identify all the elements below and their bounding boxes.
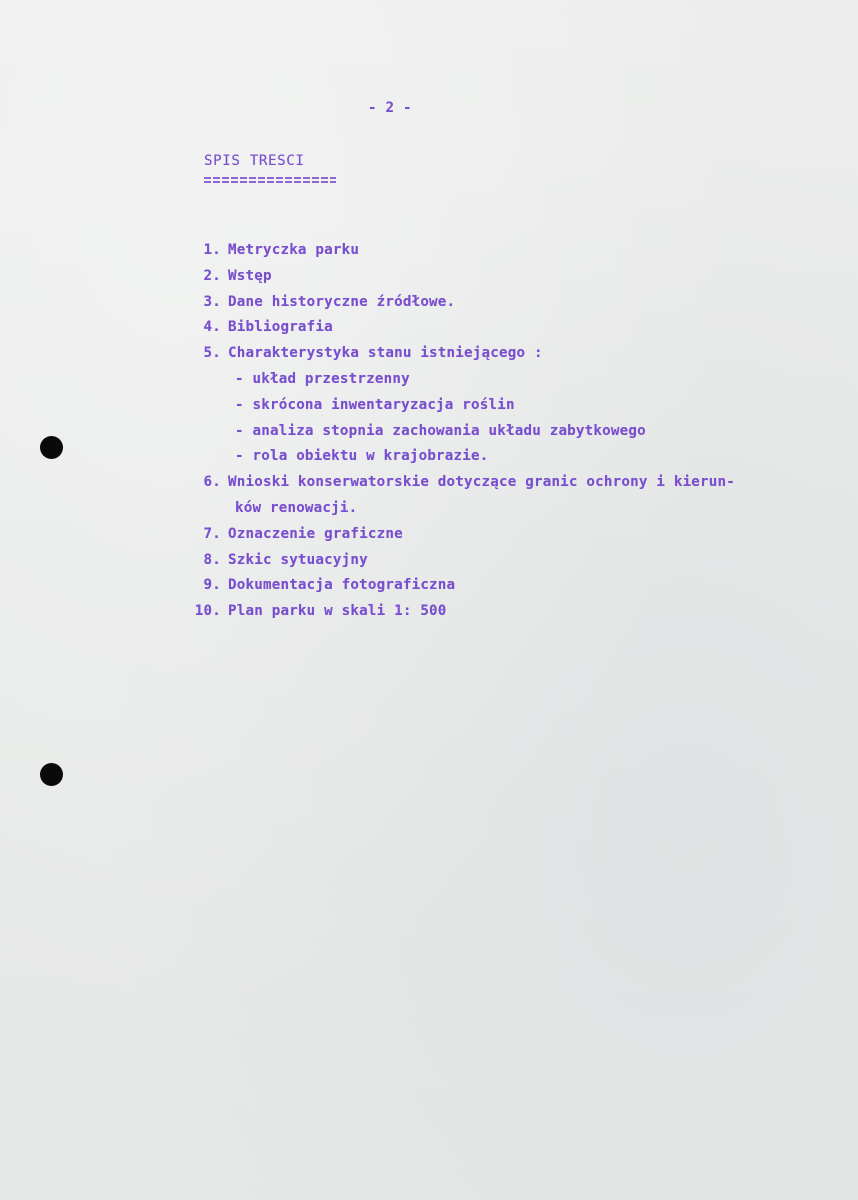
- toc-entry-5: [188, 341, 838, 367]
- toc-subentry: - rola obiektu w krajobrazie.: [235, 448, 489, 465]
- toc-entry-number: 7.: [203, 525, 221, 542]
- toc-heading: SPIS TRESCI: [204, 153, 305, 169]
- toc-entry-text: Dokumentacja fotograficzna: [228, 577, 456, 594]
- table-of-contents: [188, 238, 838, 625]
- toc-entry-6: [188, 470, 838, 496]
- toc-entry-2: [188, 264, 838, 290]
- punch-hole-lower: [40, 763, 63, 786]
- toc-entry-number: 10.: [194, 603, 221, 620]
- toc-entry-text: Dane historyczne źródłowe.: [228, 293, 456, 310]
- toc-entry-text: Charakterystyka stanu istniejącego :: [228, 345, 543, 362]
- toc-heading-double-underline: [204, 177, 336, 183]
- toc-entry-number: 9.: [203, 577, 221, 594]
- toc-entry-continuation: ków renowacji.: [235, 499, 358, 516]
- toc-entry-3: [188, 290, 838, 316]
- toc-entry-number: 4.: [203, 319, 221, 336]
- toc-entry-number: 1.: [203, 242, 221, 258]
- page-number: - 2 -: [368, 100, 412, 116]
- toc-entry-number: 8.: [203, 551, 221, 568]
- toc-entry-text: Szkic sytuacyjny: [228, 551, 368, 568]
- toc-entry-4: [188, 315, 838, 341]
- toc-subentry: - skrócona inwentaryzacja roślin: [235, 396, 515, 413]
- toc-entry-9: [188, 573, 838, 599]
- toc-entry-7: [188, 522, 838, 548]
- toc-entry-text: Bibliografia: [228, 319, 333, 336]
- toc-entry-10: [188, 599, 838, 625]
- toc-entry-text: Wstęp: [228, 267, 272, 284]
- toc-entry-number: 2.: [203, 267, 221, 284]
- toc-entry-8: [188, 548, 838, 574]
- toc-entry-number: 6.: [203, 474, 221, 491]
- toc-entry-1: [188, 238, 838, 264]
- toc-entry-number: 3.: [203, 293, 221, 310]
- toc-subentry: - układ przestrzenny: [235, 370, 410, 387]
- toc-subentry: - analiza stopnia zachowania układu zabytkowego: [235, 422, 646, 439]
- punch-hole-upper: [40, 436, 63, 459]
- toc-entry-text: Metryczka parku: [228, 242, 360, 258]
- toc-entry-text: Plan parku w skali 1: 500: [228, 603, 447, 620]
- toc-entry-text: Oznaczenie graficzne: [228, 525, 403, 542]
- toc-entry-number: 5.: [203, 345, 221, 362]
- toc-entry-text: Wnioski konserwatorskie dotyczące granic ochrony i kierun-: [228, 474, 736, 491]
